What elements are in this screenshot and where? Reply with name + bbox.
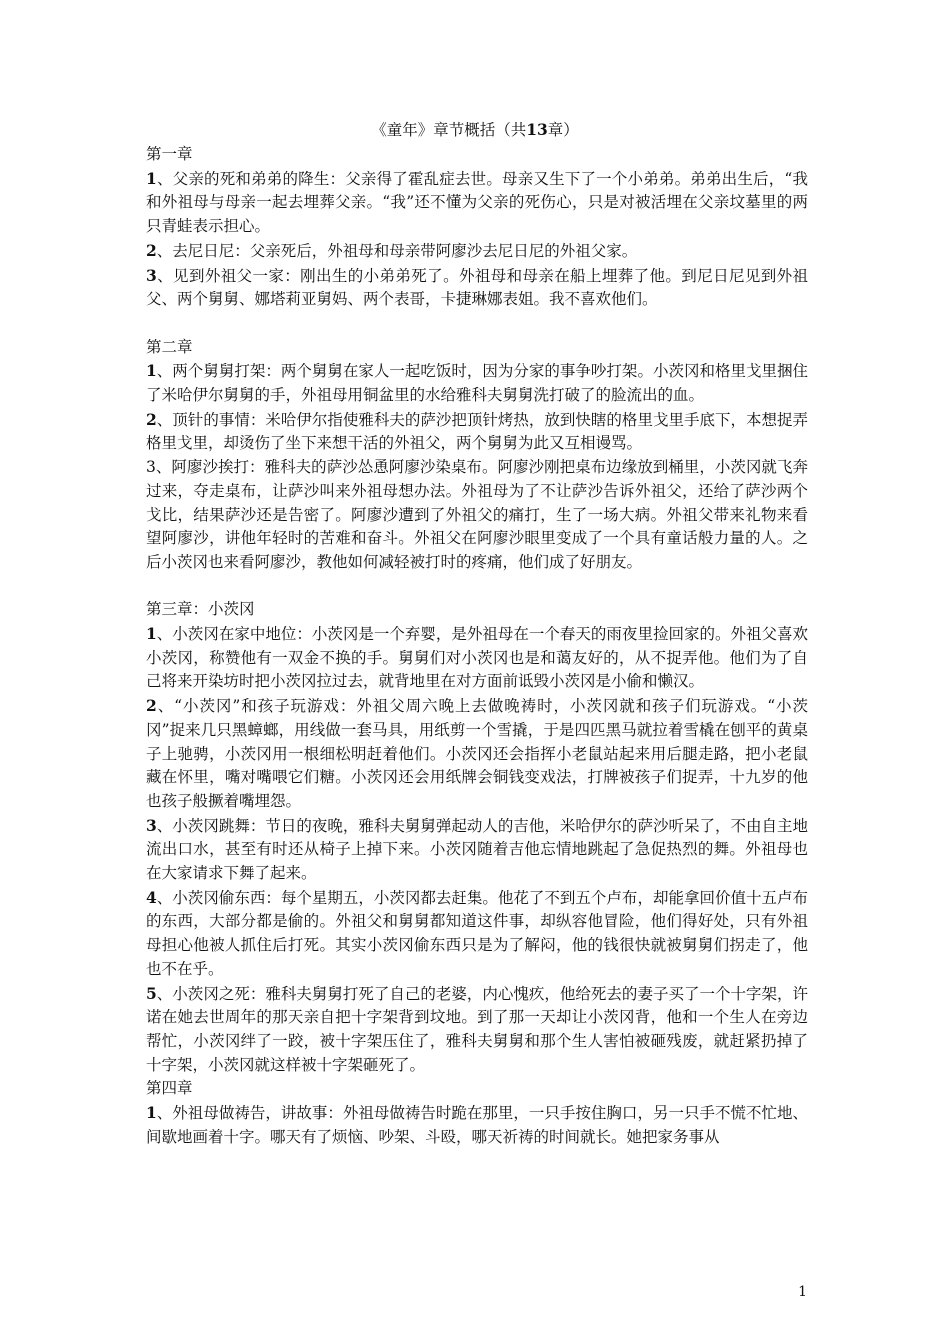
paragraph: 4、小茨冈偷东西：每个星期五，小茨冈都去赶集。他花了不到五个卢布，却能拿回价值十五卢布的东西，大部分都是偷的。外祖父和舅舅都知道这件事，却纵容他冒险，他们得好处，只有外祖母担心他被人抓住后打死。其实小茨冈偷东西只是为了解闷，他的钱很快就被舅舅们拐走了，他也不在乎。 [146, 887, 808, 978]
chapter-heading: 第二章 [146, 337, 193, 356]
title-prefix: 《童年》章节概括（共 [371, 121, 527, 139]
paragraph: 1、小茨冈在家中地位：小茨冈是一个弃婴，是外祖母在一个春天的雨夜里捡回家的。外祖父喜欢小茨冈，称赞他有一双金不换的手。舅舅们对小茨冈也是和蔼友好的，从不捉弄他。他们为了自己将来开染坊时把小茨冈拉过去，就背地里在对方面前诋毁小茨冈是小偷和懒汉。 [146, 624, 808, 691]
paragraph: 2、“小茨冈”和孩子玩游戏：外祖父周六晚上去做晚祷时，小茨冈就和孩子们玩游戏。“小茨冈”捉来几只黑蟑螂，用线做一套马具，用纸剪一个雪撬，于是四匹黑马就拉着雪橇在刨平的黄桌子上驰骋，小茨冈用一根细松明赶着他们。小茨冈还会指挥小老鼠站起来用后腿走路，把小老鼠藏在怀里，嘴对嘴喂它们糖。小茨冈还会用纸牌会铜钱变戏法，打牌被孩子们捉弄，十九岁的他也孩子般撅着嘴埋怨。 [146, 696, 808, 810]
blank-line [146, 575, 808, 599]
paragraph: 3、阿廖沙挨打：雅科夫的萨沙怂恿阿廖沙染桌布。阿廖沙刚把桌布边缘放到桶里，小茨冈就飞奔过来，夺走桌布，让萨沙叫来外祖母想办法。外祖母为了不让萨沙告诉外祖父，还给了萨沙两个戈比，结果萨沙还是告密了。阿廖沙遭到了外祖父的痛打，生了一场大病。外祖父带来礼物来看望阿廖沙，讲他年轻时的苦难和奋斗。外祖父在阿廖沙眼里变成了一个具有童话般力量的人。之后小茨冈也来看阿廖沙，教他如何减轻被打时的疼痛，他们成了好朋友。 [146, 458, 808, 571]
blank-line [146, 312, 808, 336]
chapter-heading: 第四章 [146, 1079, 193, 1098]
document-title [0, 119, 950, 141]
page-number: 1 [798, 1284, 807, 1300]
title-suffix: 章） [547, 121, 579, 139]
paragraph: 3、见到外祖父一家：刚出生的小弟弟死了。外祖母和母亲在船上埋葬了他。到尼日尼见到外祖父、两个舅舅、娜塔莉亚舅妈、两个表哥，卡捷琳娜表姐。我不喜欢他们。 [146, 265, 808, 309]
document-body [146, 143, 808, 1150]
chapter-heading: 第一章 [146, 145, 193, 163]
paragraph: 1、两个舅舅打架：两个舅舅在家人一起吃饭时，因为分家的事争吵打架。小茨冈和格里戈里捆住了米哈伊尔舅舅的手，外祖母用铜盆里的水给雅科夫舅舅洗打破了的脸流出的血。 [146, 361, 808, 405]
paragraph: 5、小茨冈之死：雅科夫舅舅打死了自己的老婆，内心愧疚，他给死去的妻子买了一个十字架，许诺在她去世周年的那天亲自把十字架背到坟地。到了那一天却让小茨冈背，他和一个生人在旁边帮忙，小茨冈绊了一跤，被十字架压住了，雅科夫舅舅和那个生人害怕被砸残废，就赶紧扔掉了十字架，小茨冈就这样被十字架砸死了。 [146, 983, 808, 1074]
chapter-heading: 第三章：小茨冈 [146, 600, 255, 619]
paragraph: 1、外祖母做祷告，讲故事：外祖母做祷告时跪在那里，一只手按住胸口，另一只手不慌不忙地、间歇地画着十字。哪天有了烦恼、吵架、斗殴，哪天祈祷的时间就长。她把家务事从 [146, 1103, 808, 1146]
paragraph: 2、顶针的事情：米哈伊尔指使雅科夫的萨沙把顶针烤热，放到快瞎的格里戈里手底下，本想捉弄格里戈里，却烫伤了坐下来想干活的外祖父，两个舅舅为此又互相谩骂。 [146, 409, 808, 453]
paragraph: 2、去尼日尼：父亲死后，外祖母和母亲带阿廖沙去尼日尼的外祖父家。 [146, 240, 638, 260]
title-chapter-count: 13 [526, 120, 548, 139]
paragraph: 1、父亲的死和弟弟的降生：父亲得了霍乱症去世。母亲又生下了一个小弟弟。弟弟出生后，“我和外祖母与母亲一起去埋葬父亲。“我”还不懂为父亲的死伤心，只是对被活埋在父亲坟墓里的两只青蛙表示担心。 [146, 168, 808, 236]
paragraph: 3、小茨冈跳舞：节日的夜晚，雅科夫舅舅弹起动人的吉他，米哈伊尔的萨沙听呆了，不由自主地流出口水，甚至有时还从椅子上掉下来。小茨冈随着吉他忘情地跳起了急促热烈的舞。外祖母也在大家请求下舞了起来。 [146, 815, 808, 883]
